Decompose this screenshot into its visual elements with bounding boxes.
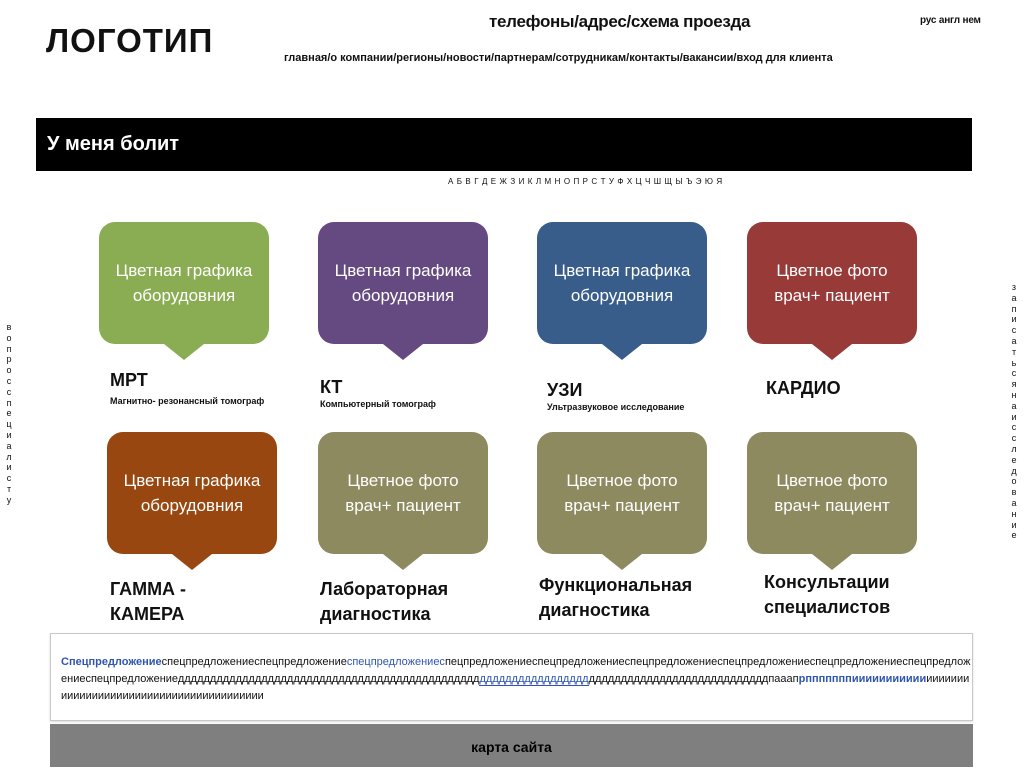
vertical-letter: с — [1011, 422, 1017, 433]
lab-diagnostics-service[interactable]: Лабораторная диагностика — [320, 579, 449, 624]
vertical-letter: с — [1011, 325, 1017, 336]
symptom-banner[interactable] — [36, 118, 972, 171]
ct-service[interactable] — [320, 377, 520, 410]
service-title: КАРДИО — [766, 378, 841, 398]
vertical-letter: а — [6, 440, 12, 451]
service-title: КТ — [320, 377, 343, 397]
functional-image-bubble[interactable] — [537, 432, 707, 554]
ask-specialist-link[interactable] — [4, 322, 14, 506]
gamma-camera-service[interactable]: ГАММА - КАМЕРА — [110, 579, 187, 624]
vertical-letter: е — [1011, 454, 1017, 465]
vertical-letter: о — [1011, 476, 1017, 487]
vertical-letter: и — [1011, 411, 1017, 422]
offer-text: ииииииииииииииииииииииииииииииииииииииии — [61, 673, 970, 702]
mri-service[interactable] — [110, 370, 280, 407]
offer-text: пецпредложениеспецпредложениеспецпредложениеспецпредложениеспецпредложениеспецпредложениеспецпредложение — [61, 656, 971, 685]
main-nav[interactable]: главная/о компании/регионы/новости/партнерам/сотрудникам/контакты/вакансии/вход для клиента — [284, 52, 833, 64]
ultrasound-image-bubble[interactable] — [537, 222, 707, 344]
language-switcher[interactable]: рус англ нем — [920, 15, 981, 26]
vertical-letter: о — [6, 332, 12, 343]
ct-image-bubble[interactable] — [318, 222, 488, 344]
vertical-letter: д — [1011, 465, 1017, 476]
ultrasound-service[interactable] — [547, 380, 747, 413]
sitemap-label: карта сайта — [471, 739, 552, 755]
offer-link[interactable]: спецпредложениес — [346, 656, 445, 668]
vertical-letter: т — [1011, 346, 1017, 357]
vertical-letter: с — [6, 473, 12, 484]
service-subtitle: Магнитно- резонансный томограф — [110, 396, 265, 406]
vertical-letter: л — [6, 451, 12, 462]
cardio-image-bubble[interactable] — [747, 222, 917, 344]
consultation-image-bubble[interactable] — [747, 432, 917, 554]
vertical-letter: а — [1011, 497, 1017, 508]
vertical-letter: и — [6, 429, 12, 440]
vertical-letter: и — [1011, 519, 1017, 530]
mri-image-bubble[interactable] — [99, 222, 269, 344]
offer-text: ддддддддддддддддддддддддддддддддддддддддддддддд — [177, 673, 480, 685]
special-offer-box[interactable] — [50, 633, 973, 721]
banner-title: У меня болит — [47, 133, 180, 155]
service-title: МРТ — [110, 370, 148, 390]
vertical-letter: я — [1011, 379, 1017, 390]
vertical-letter: с — [1011, 433, 1017, 444]
bubble-text: Цветная графика оборудовния — [123, 471, 261, 515]
bubble-text: Цветная графика оборудовния — [553, 261, 691, 305]
vertical-letter: а — [1011, 292, 1017, 303]
cardio-service[interactable] — [766, 378, 916, 398]
vertical-letter: т — [6, 483, 12, 494]
alphabet-index[interactable]: А Б В Г Д Е Ж З И К Л М Н О П Р С Т У Ф Х Ц Ч Ш Щ Ы Ъ Э Ю Я — [448, 177, 723, 186]
vertical-letter: и — [1011, 314, 1017, 325]
contacts-link[interactable]: телефоны/адрес/схема проезда — [489, 12, 751, 31]
vertical-letter: у — [6, 494, 12, 505]
vertical-letter: е — [6, 408, 12, 419]
bubble-text: Цветное фото врач+ пациент — [345, 471, 461, 515]
bubble-text: Цветное фото врач+ пациент — [564, 471, 680, 515]
service-subtitle: Компьютерный томограф — [320, 399, 436, 409]
vertical-letter: а — [1011, 335, 1017, 346]
offer-link[interactable]: ддддддддддддддддд — [479, 673, 589, 685]
vertical-letter: л — [1011, 443, 1017, 454]
vertical-letter: з — [1011, 282, 1017, 292]
vertical-letter: а — [1011, 400, 1017, 411]
bubble-text: Цветное фото врач+ пациент — [774, 261, 890, 305]
service-subtitle: Ультразвуковое исследование — [547, 402, 685, 412]
vertical-letter: ь — [1011, 357, 1017, 368]
vertical-letter: о — [6, 365, 12, 376]
book-examination-link[interactable] — [1009, 282, 1019, 541]
bubble-text: Цветная графика оборудовния — [334, 261, 472, 305]
vertical-letter: н — [1011, 389, 1017, 400]
vertical-letter: с — [6, 386, 12, 397]
gamma-camera-image-bubble[interactable] — [107, 432, 277, 554]
vertical-letter: п — [6, 343, 12, 354]
offer-text: спецпредложениеспецпредложение — [161, 656, 347, 668]
vertical-letter: и — [6, 462, 12, 473]
vertical-letter: с — [6, 375, 12, 386]
vertical-letter: ц — [6, 419, 12, 430]
vertical-letter: в — [1011, 487, 1017, 498]
sitemap-link[interactable] — [50, 724, 973, 767]
vertical-letter: н — [1011, 508, 1017, 519]
offer-text: ддддддддддддддддддддддддддддпааап — [588, 673, 799, 685]
service-title: УЗИ — [547, 380, 583, 400]
consultations-service[interactable]: Консультации специалистов — [764, 572, 891, 617]
vertical-letter: р — [6, 354, 12, 365]
lab-image-bubble[interactable] — [318, 432, 488, 554]
vertical-letter: в — [6, 322, 12, 332]
vertical-letter: п — [6, 397, 12, 408]
vertical-letter: п — [1011, 303, 1017, 314]
functional-diagnostics-service[interactable]: Функциональная диагностика — [539, 575, 693, 620]
vertical-letter: с — [1011, 368, 1017, 379]
bubble-text: Цветная графика оборудовния — [115, 261, 253, 305]
bubble-text: Цветное фото врач+ пациент — [774, 471, 890, 515]
logo[interactable]: ЛОГОТИП — [46, 22, 214, 59]
offer-link[interactable]: рпппппппиииииииииии — [798, 673, 927, 685]
offer-link[interactable]: Спецпредложение — [61, 656, 162, 668]
vertical-letter: е — [1011, 530, 1017, 541]
